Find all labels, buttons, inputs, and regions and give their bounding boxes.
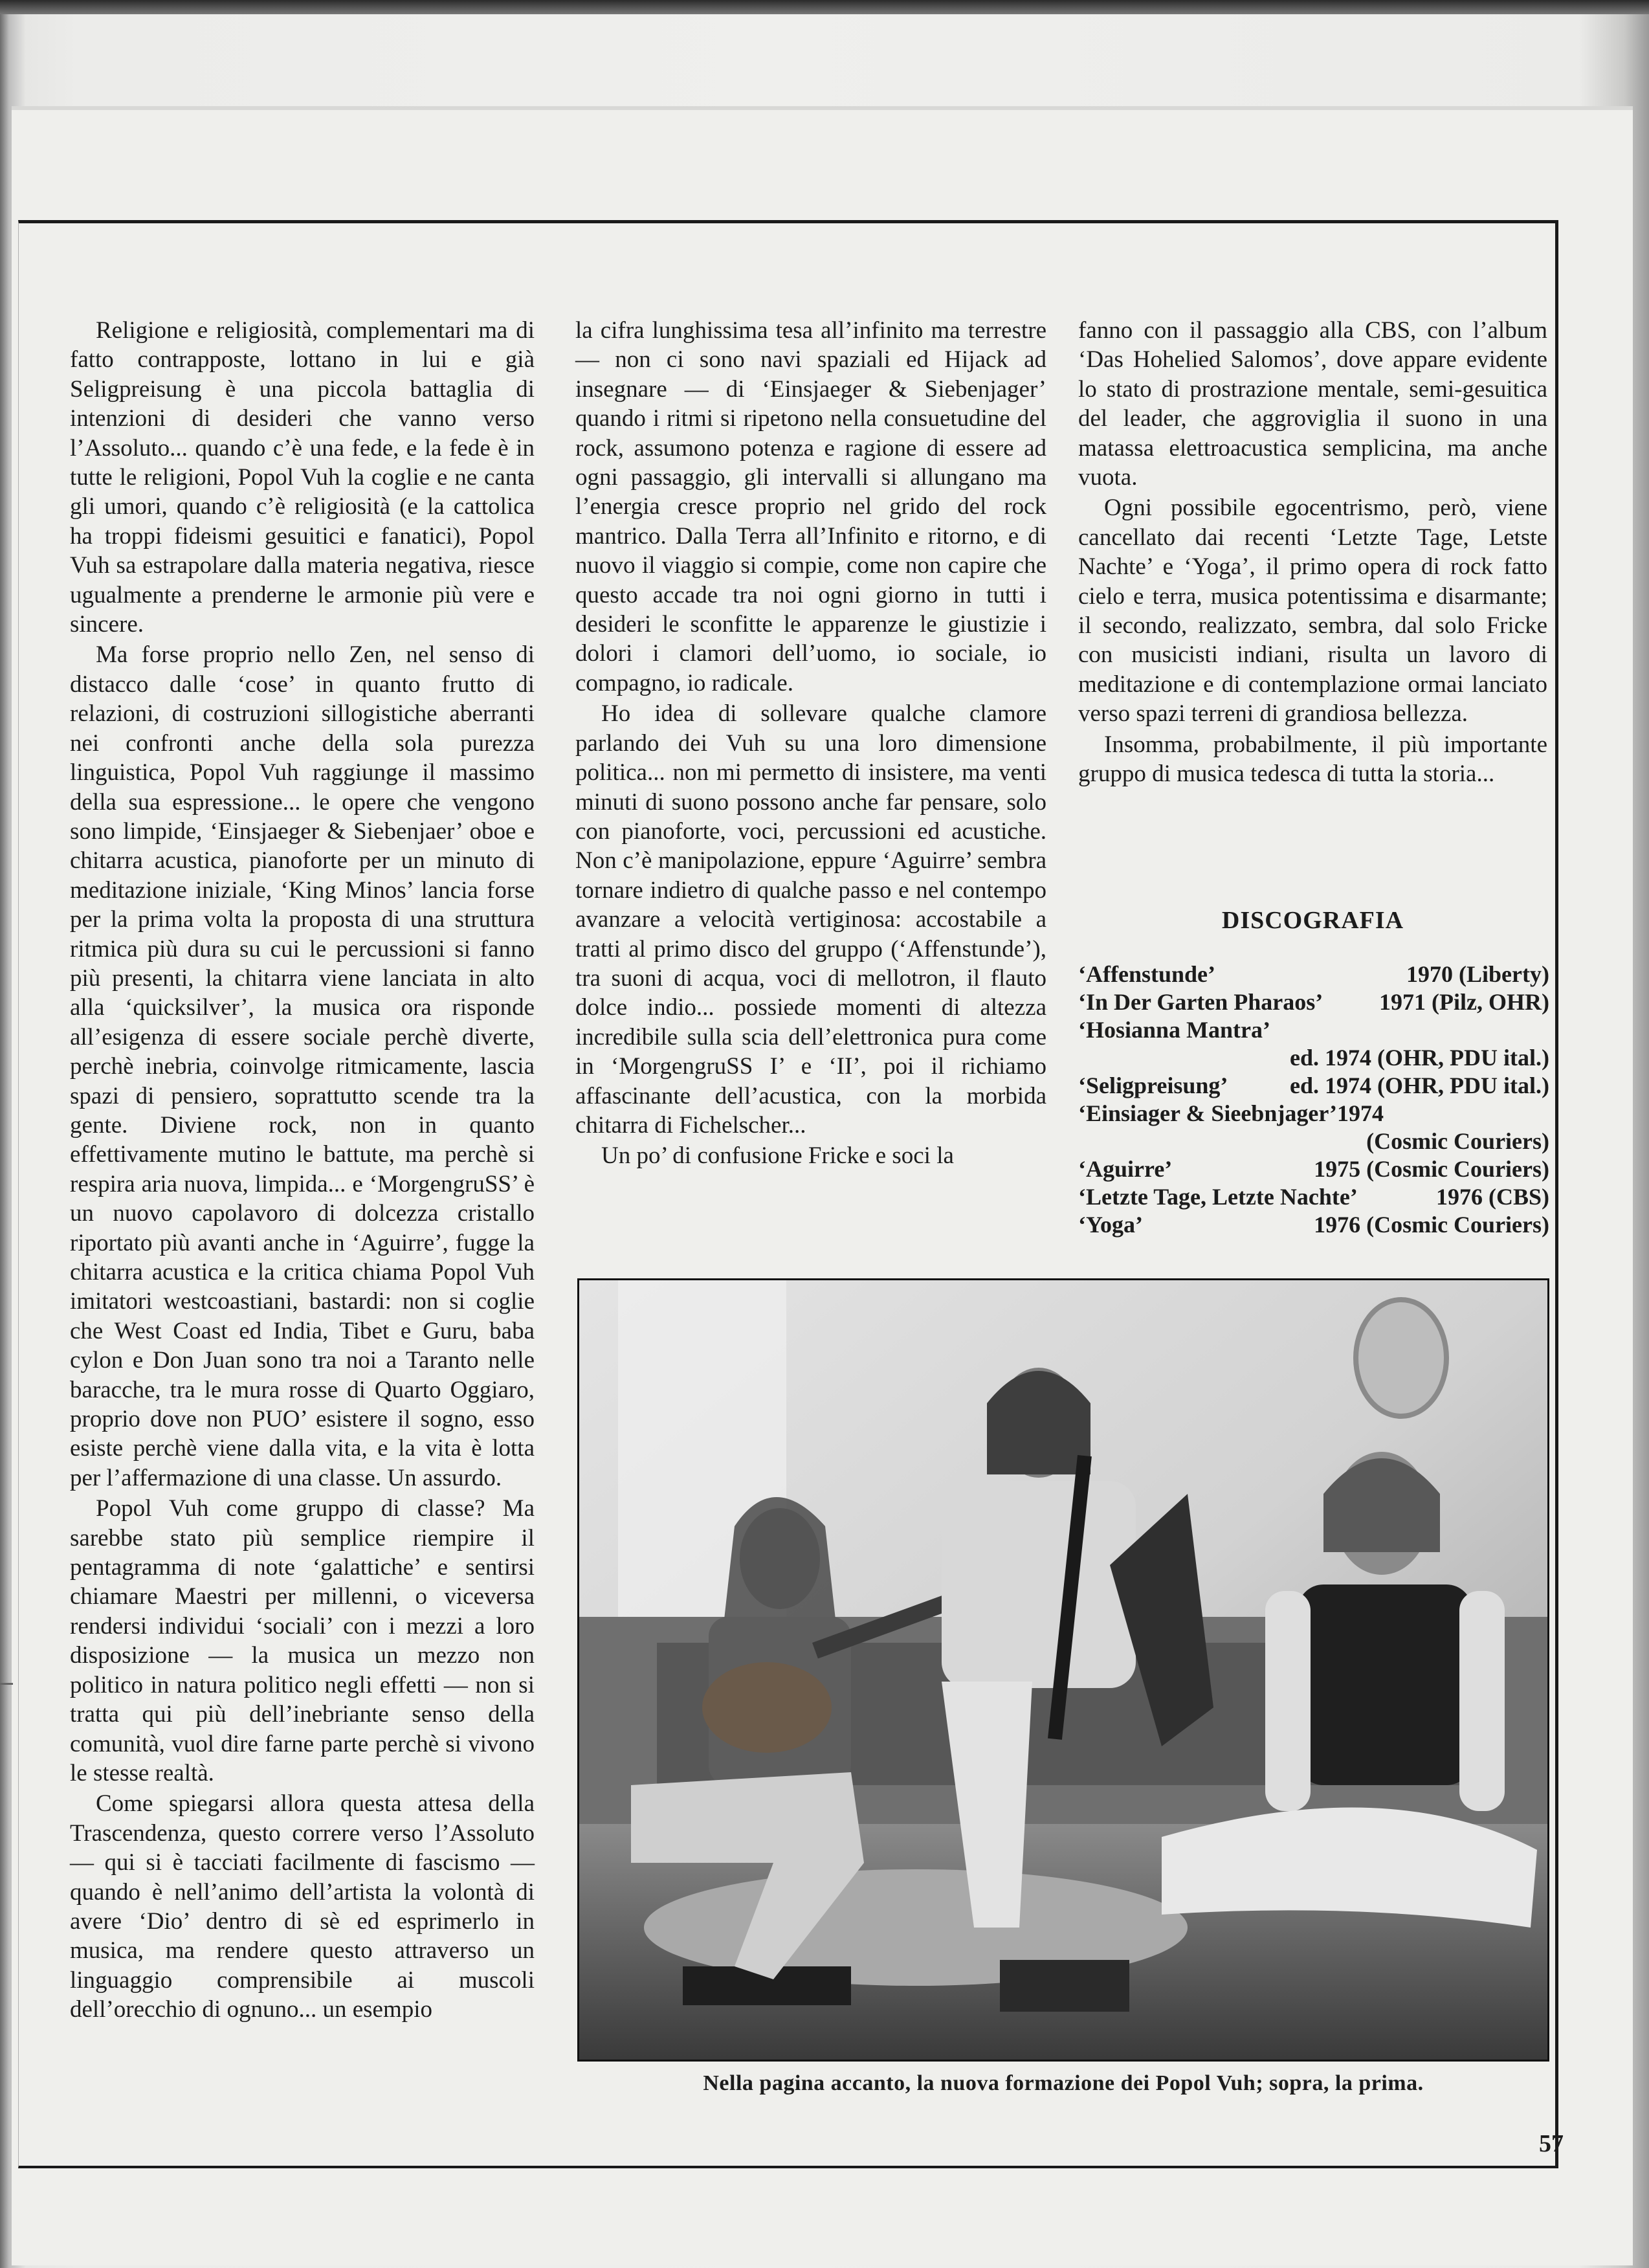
discography-entry: [1078, 1155, 1549, 1183]
discography-title: DISCOGRAFIA: [1221, 907, 1404, 934]
discography-list: [1078, 961, 1549, 1239]
photo-mirror-frame: [1356, 1300, 1446, 1416]
photo-person-right-arm-left: [1265, 1591, 1311, 1811]
paragraph: Religione e religiosità, complementari ma di fatto contrapposte, lottano in lui e già Seligpreisung è una piccola battaglia di intenzioni di desideri che vanno verso l’Assoluto... quando c’è una fede, e la fede è in tutte le religioni, Popol Vuh la coglie e ne canta gli umori, quando c’è religiosità (e la cattolica ha troppi fideismi gesuitici e fanatici), Popol Vuh sa estrapolare dalla materia negativa, riesce ugualmente a prenderne le armonie più vere e sincere.: [70, 317, 535, 638]
discography-entry: [1078, 1016, 1549, 1044]
photo-person-right-body: [1298, 1584, 1472, 1785]
album-title: ‘Affenstunde’: [1078, 961, 1215, 987]
article-column-2: [575, 316, 1046, 1171]
album-title: ‘Seligpreisung’: [1078, 1073, 1228, 1098]
album-title: ‘Aguirre’: [1078, 1156, 1173, 1182]
page-number: 57: [1539, 2130, 1564, 2157]
album-title: ‘Hosianna Mantra’: [1078, 1017, 1270, 1043]
discography-entry: [1078, 1128, 1549, 1155]
release-info: ed. 1974 (OHR, PDU ital.): [1290, 1045, 1549, 1071]
album-title: ‘Yoga’: [1078, 1212, 1143, 1238]
release-info: 1976 (CBS): [1435, 1184, 1549, 1210]
discography-entry: [1078, 1211, 1549, 1239]
release-info: ed. 1974 (OHR, PDU ital.): [1290, 1073, 1549, 1098]
discography-entry: [1078, 1044, 1549, 1072]
release-info: 1970 (Liberty): [1406, 961, 1549, 987]
paragraph: fanno con il passaggio alla CBS, con l’album ‘Das Hohelied Salomos’, dove appare evidente lo stato di prostrazione mentale, semi-gesuitica del leader, che aggroviglia il suono in una matassa elettroacustica semplicina, ma anche vuota.: [1078, 317, 1547, 491]
paragraph: Ogni possibile egocentrismo, però, viene cancellato dai recenti ‘Letzte Tage, Letste Nachte’ e ‘Yoga’, il primo opera di rock fatto cielo e terra, musica potentissima e disarmante; il secondo, realizzato, sembra, dal solo Fricke con musicisti indiani, risulta un lavoro di meditazione e di contemplazione ormai lanciato verso spazi terreni di grandiosa bellezza.: [1078, 495, 1547, 728]
album-title: ‘In Der Garten Pharaos’: [1078, 989, 1323, 1015]
discography-entry: [1078, 1100, 1549, 1128]
photo-amplifier: [1000, 1960, 1129, 2012]
paragraph: Popol Vuh come gruppo di classe? Ma sarebbe stato più semplice riempire il pentagramma di note ‘galattiche’ e sentirsi chiamare Maestri per millenni, o viceversa rendersi individui ‘sociali’ con i mezzi a loro disposizione — la musica un mezzo non politico in natura politico negli effetti — non si tratta qui più dell’inebriante senso della comunità, vuol dire farne parte perchè si vivono le stesse realtà.: [70, 1495, 535, 1786]
paragraph: Ma forse proprio nello Zen, nel senso di distacco dalle ‘cose’ in quanto frutto di relazioni, di costruzioni sillogistiche aberranti nei confronti anche della sola purezza linguistica, Popol Vuh raggiunge il massimo della sua espressione... le opere che vengono sono limpide, ‘Einsjaeger & Siebenjaer’ oboe e chitarra acustica, pianoforte per un minuto di meditazione iniziale, ‘King Minos’ lancia forse per la prima volta la proposta di una struttura ritmica più dura su cui le percussioni si fanno più presenti, la chitarra viene lanciata in alto alla ‘quicksilver’, la musica ora risponde all’esigenza di essere sociale perchè diverte, perchè inebria, coinvolge ritmicamente, lascia spazi di pensiero, soprattutto scende tra la gente. Diviene rock, non in quanto effettivamente mutino le battute, ma perchè si respira aria nuova, limpida... e ‘MorgengruSS’ è un nuovo capolavoro di dolcezza cristallo riportato più avanti anche in ‘Aguirre’, fugge la chitarra acustica e la critica chiama Popol Vuh imitatori westcoastiani, bastardi: non si coglie che West Coast ed India, Tibet e Guru, baba cylon e Don Juan sono tra noi a Taranto nelle baracche, tra le mura rosse di Quarto Oggiaro, proprio dove non PUO’ esistere il sogno, esso esiste perchè viene dalla vita, e la vita è lotta per l’affermazione di una classe. Un assurdo.: [70, 641, 535, 1491]
photo-guitar-body: [702, 1662, 832, 1753]
photo-caption: Nella pagina accanto, la nuova formazione dei Popol Vuh; sopra, la prima.: [703, 2071, 1424, 2095]
band-photo: [577, 1278, 1549, 2062]
article-column-1: [70, 316, 535, 2025]
paragraph: la cifra lunghissima tesa all’infinito ma terrestre — non ci sono navi spaziali ed Hijack ad insegnare — di ‘Einsjaeger & Siebenjager’ quando i ritmi si ripetono nella consuetudine del rock, assumono potenza e ragione di essere ad ogni passaggio, gli intervalli si allungano ma l’energia cresce proprio nel grido del rock mantrico. Dalla Terra all’Infinito e ritorno, e di nuovo il viaggio si compie, come non capire che questo accade tra noi ogni giorno in tutti i desideri le sconfitte le apparenze le giustizie i dolori i clamori dell’uomo, io sociale, io compagno, io radicale.: [575, 317, 1046, 696]
previous-page-edge: [0, 0, 1649, 14]
paragraph: Un po’ di confusione Fricke e soci la: [601, 1142, 954, 1170]
discography-entry: [1078, 961, 1549, 988]
photo-person-right-arm-right: [1459, 1591, 1505, 1811]
release-info: 1971 (Pilz, OHR): [1379, 989, 1549, 1015]
paragraph: Insomma, probabilmente, il più importante gruppo di musica tedesca di tutta la storia...: [1078, 731, 1547, 788]
discography-entry: [1078, 988, 1549, 1016]
album-title: ‘Letzte Tage, Letzte Nachte’: [1078, 1184, 1358, 1210]
release-info: 1976 (Cosmic Couriers): [1314, 1212, 1549, 1238]
photo-person-middle-body: [942, 1481, 1136, 1688]
paragraph: Come spiegarsi allora questa attesa della Trascendenza, questo correre verso l’Assoluto — qui si è tacciati facilmente di fascismo — quando è nell’animo dell’artista la volontà di avere ‘Dio’ dentro di sè ed esprimerlo in musica, ma rendere questo attraverso un linguaggio comprensibile ai muscoli dell’orecchio di ognuno... un esempio: [70, 1790, 535, 2023]
binding-mark: [0, 1683, 13, 1685]
album-title: ‘Einsiager & Sieebnjager’1974: [1078, 1100, 1384, 1126]
discography-entry: [1078, 1183, 1549, 1211]
release-info: 1975 (Cosmic Couriers): [1314, 1156, 1549, 1182]
discography-entry: [1078, 1072, 1549, 1100]
article-column-3: [1078, 316, 1547, 789]
release-info: (Cosmic Couriers): [1366, 1128, 1549, 1154]
paragraph: Ho idea di sollevare qualche clamore parlando dei Vuh su una loro dimensione politica... non mi permetto di insistere, ma venti minuti di suono possono anche far pensare, solo con pianoforte, voci, percussioni ed acustiche. Non c’è manipolazione, eppure ‘Aguirre’ sembra tornare indietro di qualche passo e nel contempo avanzare a velocità vertiginosa: accostabile a tratti al primo disco del gruppo (‘Affenstunde’), tra suoni di acqua, voci di mellotron, il flauto dolce indio... possiede momenti di altezza incredibile sulla scia dell’elettronica pura come in ‘MorgengruSS I’ e ‘II’, poi il richiamo affascinante dell’acustica, con la morbida chitarra di Fichelscher...: [575, 700, 1046, 1139]
